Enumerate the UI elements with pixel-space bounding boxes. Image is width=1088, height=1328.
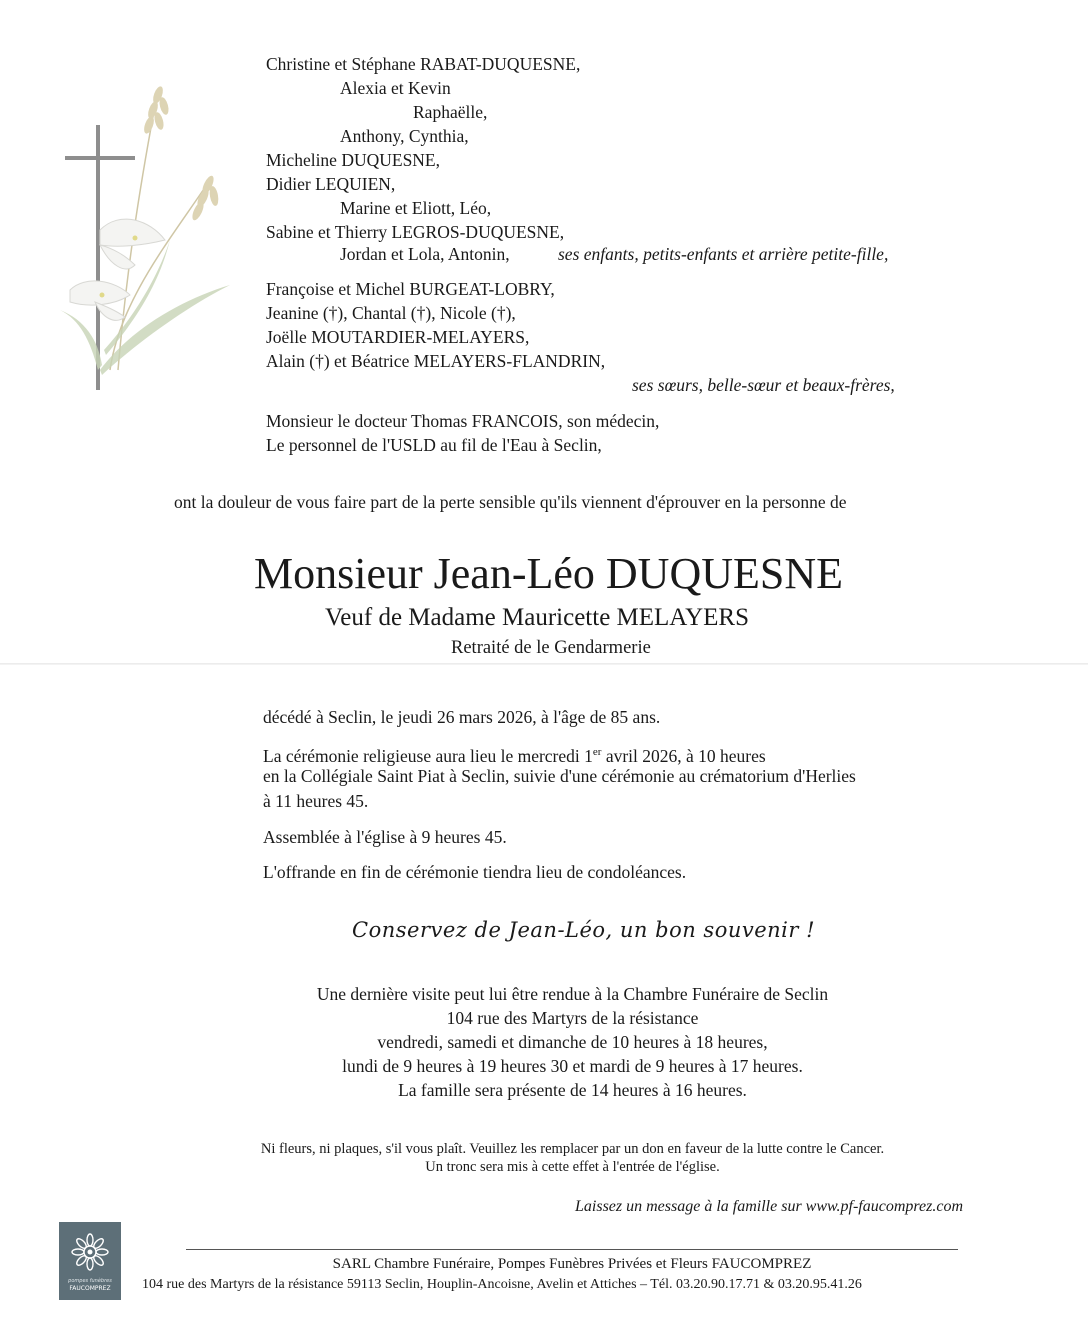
logo-text-1: pompes funèbres bbox=[68, 1278, 112, 1284]
lily-icon bbox=[70, 219, 165, 320]
leaf-icon bbox=[60, 240, 230, 375]
family-line-8: Sabine et Thierry LEGROS-DUQUESNE, bbox=[266, 222, 565, 242]
footer-address: 104 rue des Martyrs de la résistance 59113 Seclin, Houplin-Ancoisne, Avelin et Attiches – Tél. 03.20.90.17.71 & 03.20.95.41.26 bbox=[142, 1277, 862, 1292]
sibling-line-1: Françoise et Michel BURGEAT-LOBRY, bbox=[266, 279, 555, 299]
family-line-1: Christine et Stéphane RABAT-DUQUESNE, bbox=[266, 54, 581, 74]
sibling-line-2: Jeanine (†), Chantal (†), Nicole (†), bbox=[266, 303, 516, 323]
footer-divider bbox=[186, 1249, 958, 1250]
funeral-home-logo bbox=[59, 1222, 121, 1300]
ceremony-line-3: à 11 heures 45. bbox=[263, 791, 369, 811]
visit-line-4: lundi de 9 heures à 19 heures 30 et mardi de 9 heures à 17 heures. bbox=[342, 1056, 803, 1076]
other-line-2: Le personnel de l'USLD au fil de l'Eau à Seclin, bbox=[266, 435, 602, 455]
deceased-profession: Retraité de le Gendarmerie bbox=[451, 638, 651, 658]
assembly-details: Assemblée à l'église à 9 heures 45. bbox=[263, 827, 507, 847]
visit-line-1: Une dernière visite peut lui être rendue à la Chambre Funéraire de Seclin bbox=[316, 984, 829, 1004]
ceremony-line-1b: avril 2026, à 10 heures bbox=[601, 745, 766, 766]
family-line-7: Marine et Eliott, Léo, bbox=[340, 198, 492, 218]
family-line-4: Anthony, Cynthia, bbox=[340, 126, 469, 146]
death-details: décédé à Seclin, le jeudi 26 mars 2026, à l'âge de 85 ans. bbox=[263, 707, 661, 727]
sibling-line-3: Joëlle MOUTARDIER-MELAYERS, bbox=[266, 327, 530, 347]
other-line-1: Monsieur le docteur Thomas FRANCOIS, son médecin, bbox=[266, 411, 660, 431]
offering-details: L'offrande en fin de cérémonie tiendra lieu de condoléances. bbox=[263, 862, 687, 882]
deceased-widower: Veuf de Madame Mauricette MELAYERS bbox=[325, 604, 749, 631]
announcement: ont la douleur de vous faire part de la perte sensible qu'ils viennent d'éprouver en la personne de bbox=[174, 492, 847, 512]
flowers-note-2: Un tronc sera mis à cette effet à l'entrée de l'église. bbox=[425, 1159, 720, 1175]
website-message: Laissez un message à la famille sur www.pf-faucomprez.com bbox=[575, 1198, 963, 1215]
family-line-5: Micheline DUQUESNE, bbox=[266, 150, 441, 170]
ceremony-line-2: en la Collégiale Saint Piat à Seclin, suivie d'une cérémonie au crématorium d'Herlies bbox=[263, 766, 856, 786]
footer-company: SARL Chambre Funéraire, Pompes Funèbres Privées et Fleurs FAUCOMPREZ bbox=[332, 1256, 812, 1272]
wheat-grains bbox=[142, 85, 220, 222]
children-role: ses enfants, petits-enfants et arrière petite-fille, bbox=[558, 244, 889, 264]
visit-line-5: La famille sera présente de 14 heures à 16 heures. bbox=[398, 1080, 747, 1100]
family-line-2: Alexia et Kevin bbox=[340, 78, 451, 98]
ceremony-sup: er bbox=[592, 746, 602, 758]
family-line-9: Jordan et Lola, Antonin, bbox=[340, 244, 510, 264]
flower-logo-icon bbox=[59, 1228, 121, 1278]
logo-text-2: FAUCOMPREZ bbox=[69, 1285, 111, 1292]
flowers-note-1: Ni fleurs, ni plaques, s'il vous plaît. Veuillez les remplacer par un don en faveur de la lutte contre le Cancer. bbox=[260, 1141, 885, 1157]
memory-message: Conservez de Jean-Léo, un bon souvenir ! bbox=[352, 918, 816, 942]
page-fold bbox=[0, 663, 1088, 665]
deceased-name: Monsieur Jean-Léo DUQUESNE bbox=[254, 549, 843, 598]
visit-line-3: vendredi, samedi et dimanche de 10 heures à 18 heures, bbox=[377, 1032, 768, 1052]
ceremony-line-1a: La cérémonie religieuse aura lieu le mercredi 1 bbox=[263, 745, 593, 766]
visit-line-2: 104 rue des Martyrs de la résistance bbox=[446, 1008, 699, 1028]
siblings-role: ses sœurs, belle-sœur et beaux-frères, bbox=[632, 375, 895, 395]
family-line-6: Didier LEQUIEN, bbox=[266, 174, 396, 194]
family-line-3: Raphaëlle, bbox=[413, 102, 488, 122]
sibling-line-4: Alain (†) et Béatrice MELAYERS-FLANDRIN, bbox=[266, 351, 606, 371]
cross-lily-illustration bbox=[40, 70, 240, 400]
